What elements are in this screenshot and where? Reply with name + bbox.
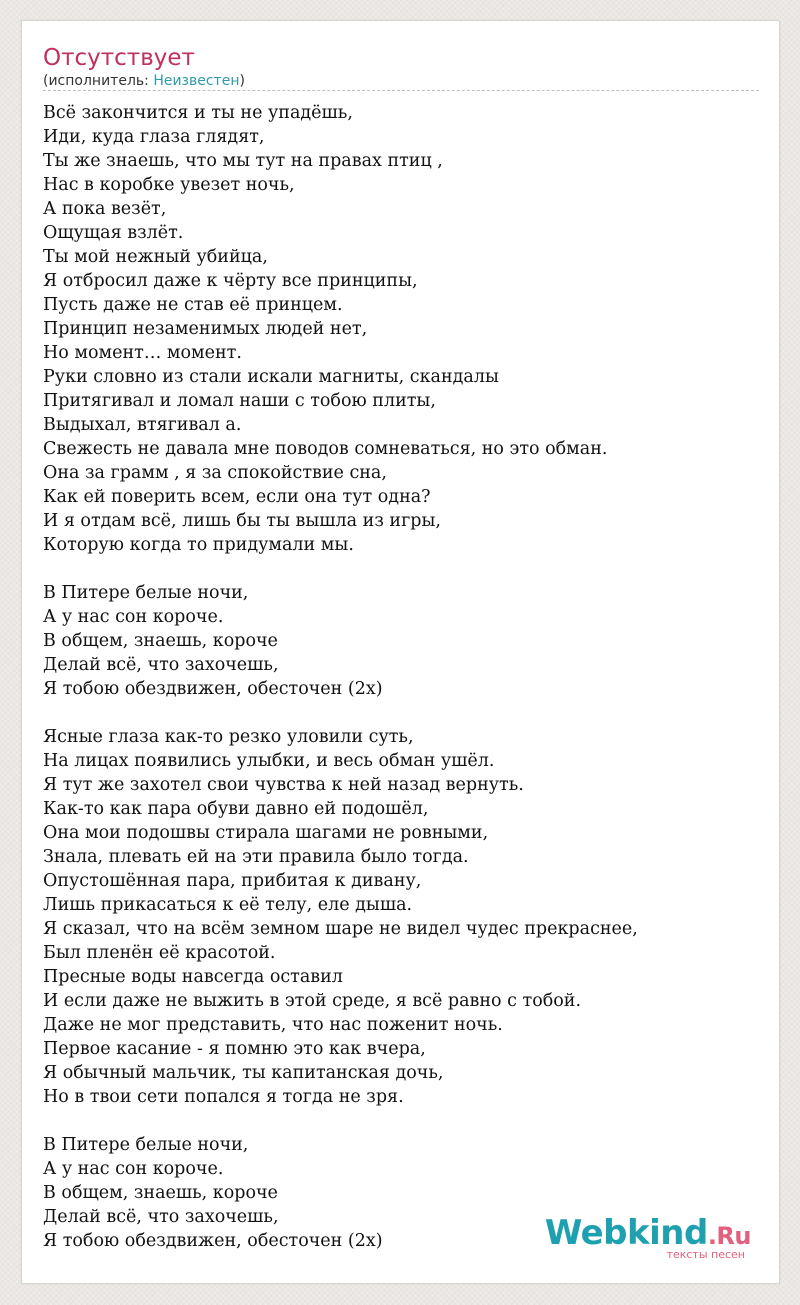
lyric-line: Я тобою обездвижен, обесточен (2х) — [43, 679, 383, 699]
performer-suffix: ) — [239, 73, 245, 89]
lyric-line: Я обычный мальчик, ты капитанская дочь, — [43, 1063, 444, 1083]
lyric-line: На лицах появились улыбки, и весь обман ушёл. — [43, 751, 495, 771]
lyric-line: Я тобою обездвижен, обесточен (2х) — [43, 1231, 383, 1251]
lyric-line: Она за грамм , я за спокойствие сна, — [43, 463, 387, 483]
lyric-line: Принцип незаменимых людей нет, — [43, 319, 368, 339]
lyric-line: Лишь прикасаться к её телу, еле дыша. — [43, 895, 413, 915]
lyric-line: Я отбросил даже к чёрту все принципы, — [43, 271, 418, 291]
lyric-line: Был пленён её красотой. — [43, 943, 276, 963]
lyric-line: А пока везёт, — [43, 199, 167, 219]
lyrics-stanza — [43, 725, 763, 1109]
lyric-line: Ясные глаза как-то резко уловили суть, — [43, 727, 414, 747]
performer-info — [43, 71, 245, 91]
lyric-line: Как ей поверить всем, если она тут одна? — [43, 487, 431, 507]
lyric-line: Всё закончится и ты не упадёшь, — [43, 103, 353, 123]
lyric-line: Она мои подошвы стирала шагами не ровными, — [43, 823, 489, 843]
song-title: Отсутствует — [43, 45, 195, 71]
lyric-line: А у нас сон короче. — [43, 607, 224, 627]
lyric-line: Притягивал и ломал наши с тобою плиты, — [43, 391, 436, 411]
lyric-line: В общем, знаешь, короче — [43, 631, 278, 651]
lyric-line: Но момент… момент. — [43, 343, 242, 363]
lyric-line: Я тут же захотел свои чувства к ней назад вернуть. — [43, 775, 524, 795]
lyric-line: Знала, плевать ей на эти правила было тогда. — [43, 847, 469, 867]
lyrics-stanza — [43, 581, 763, 701]
lyric-line: Ты мой нежный убийца, — [43, 247, 268, 267]
lyric-line: Свежесть не давала мне поводов сомневаться, но это обман. — [43, 439, 608, 459]
lyric-line: И я отдам всё, лишь бы ты вышла из игры, — [43, 511, 441, 531]
lyric-line: Как-то как пара обуви давно ей подошёл, — [43, 799, 429, 819]
lyric-line: А у нас сон короче. — [43, 1159, 224, 1179]
lyric-line: Я сказал, что на всём земном шаре не видел чудес прекраснее, — [43, 919, 638, 939]
logo-name: Webkind — [544, 1213, 708, 1253]
lyric-line: Первое касание - я помню это как вчера, — [43, 1039, 426, 1059]
lyric-line: Пусть даже не став её принцем. — [43, 295, 343, 315]
lyric-line: Опустошённая пара, прибитая к дивану, — [43, 871, 422, 891]
lyric-line: В общем, знаешь, короче — [43, 1183, 278, 1203]
performer-prefix: (исполнитель: — [43, 73, 154, 89]
performer-link[interactable]: Неизвестен — [153, 73, 240, 89]
lyric-line: В Питере белые ночи, — [43, 1135, 249, 1155]
lyric-line: И если даже не выжить в этой среде, я всё равно с тобой. — [43, 991, 582, 1011]
lyric-line: Делай всё, что захочешь, — [43, 655, 279, 675]
webkind-logo[interactable] — [544, 1213, 751, 1261]
lyric-line: Иди, куда глаза глядят, — [43, 127, 265, 147]
lyrics-stanza — [43, 101, 763, 557]
lyric-line: Ты же знаешь, что мы тут на правах птиц , — [43, 151, 443, 171]
lyric-line: Даже не мог представить, что нас поженит ночь. — [43, 1015, 503, 1035]
lyric-line: Пресные воды навсегда оставил — [43, 967, 343, 987]
logo-tagline: тексты песен — [666, 1248, 745, 1261]
lyric-line: Но в твои сети попался я тогда не зря. — [43, 1087, 404, 1107]
lyric-line: Нас в коробке увезет ночь, — [43, 175, 295, 195]
logo-tld: .Ru — [707, 1222, 751, 1250]
dashed-divider — [43, 90, 759, 91]
lyric-line: В Питере белые ночи, — [43, 583, 249, 603]
lyrics-card — [21, 20, 780, 1284]
lyric-line: Ощущая взлёт. — [43, 223, 184, 243]
lyric-line: Выдыхал, втягивал а. — [43, 415, 242, 435]
lyric-line: Руки словно из стали искали магниты, скандалы — [43, 367, 499, 387]
lyric-line: Которую когда то придумали мы. — [43, 535, 354, 555]
lyrics-text — [43, 101, 763, 1253]
lyric-line: Делай всё, что захочешь, — [43, 1207, 279, 1227]
